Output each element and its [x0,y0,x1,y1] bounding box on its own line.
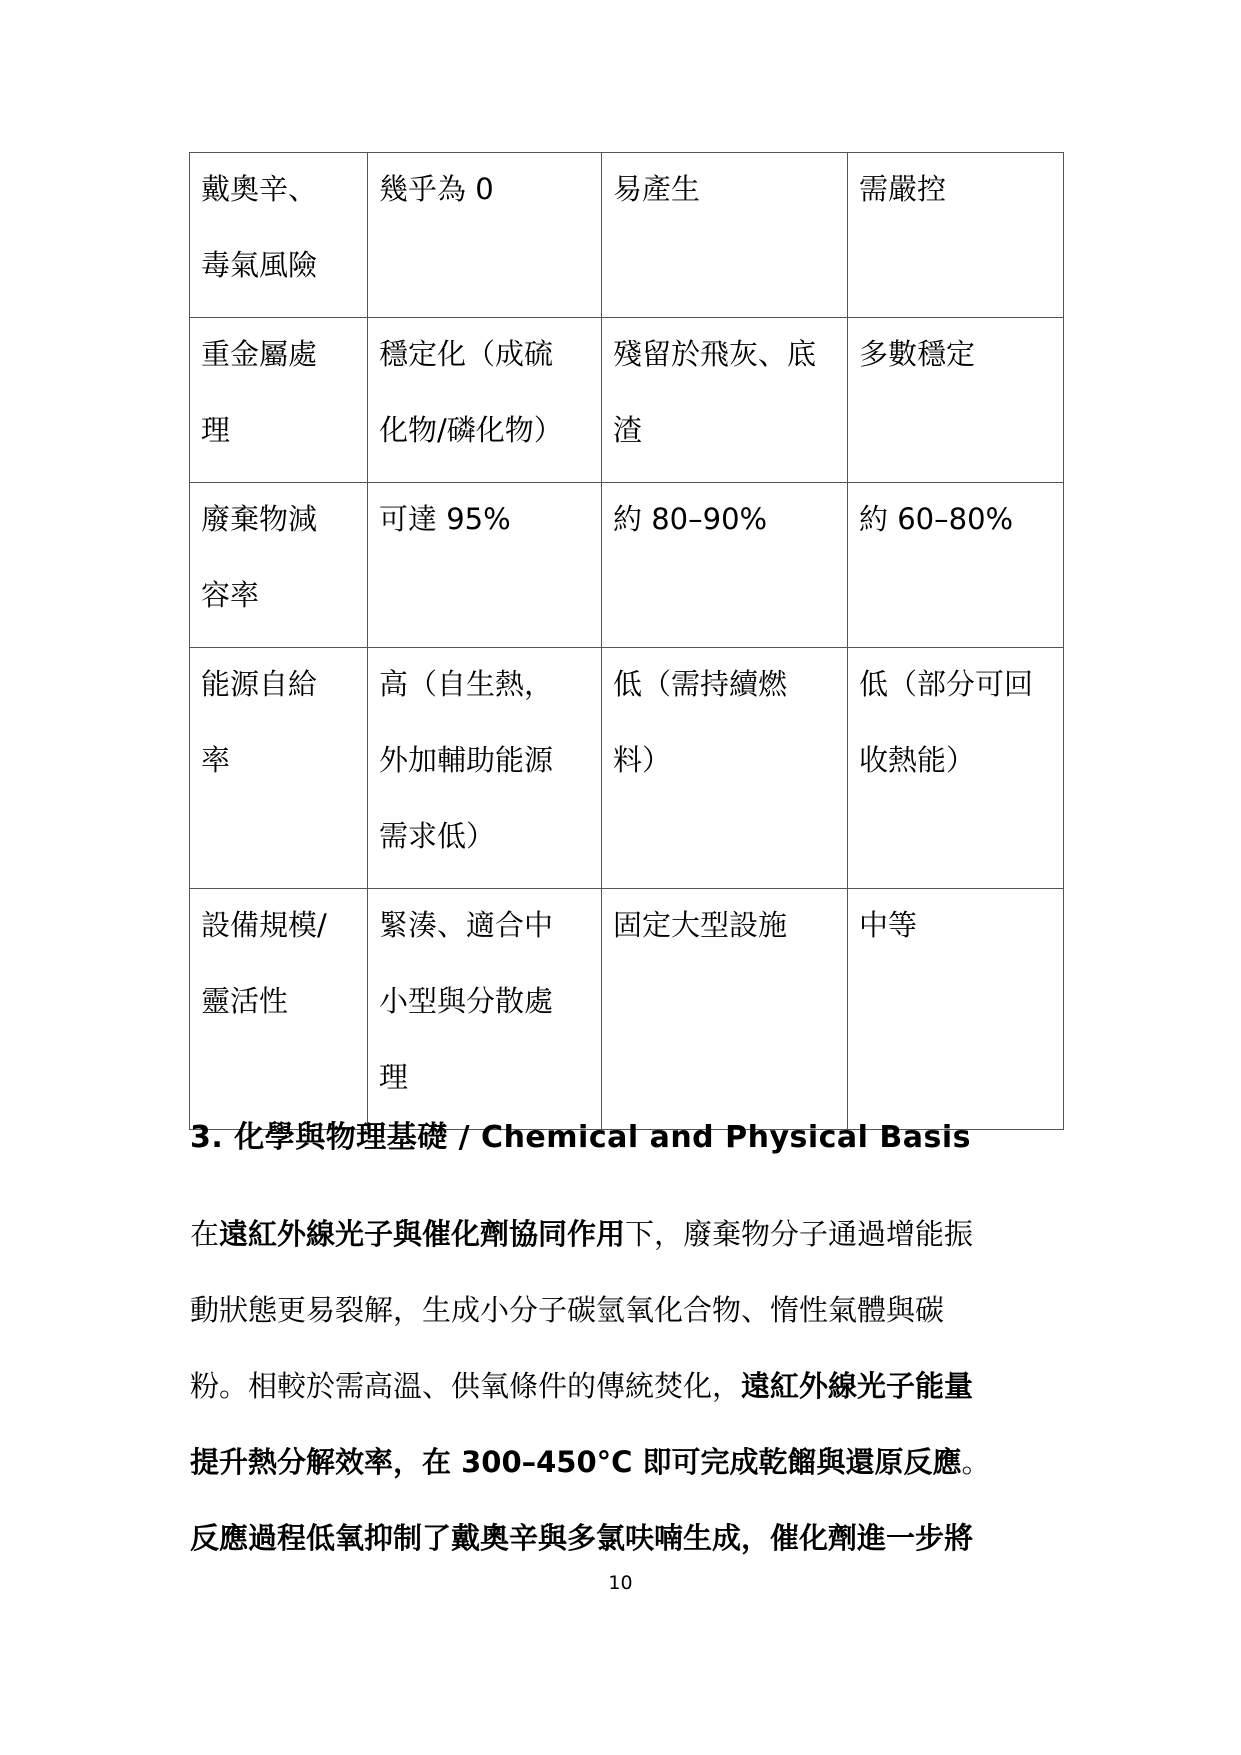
text: 下，廢棄物分子通過增能振 [625,1217,974,1251]
cell-line: 能源自給 [201,667,318,701]
cell-line: 外加輔助能源 [379,743,554,777]
table-cell [848,483,1064,648]
cell-line: 約 80–90% [613,502,768,536]
cell-line: 中等 [859,908,918,942]
cell-line: 重金屬處 [201,337,318,371]
table-cell [368,153,602,318]
table-cell [368,648,602,889]
cell-line: 容率 [201,578,260,612]
cell-line: 殘留於飛灰、底 [613,337,817,371]
table-row [190,153,1064,318]
cell-line: 穩定化（成硫 [379,337,554,371]
cell-line: 料） [613,743,672,777]
text: 。 [961,1445,991,1479]
paragraph-line [190,1272,1050,1348]
table-cell [602,648,848,889]
cell-line: 低（需持續燃 [613,667,788,701]
row-label-cell [190,648,368,889]
cell-line: 率 [201,743,231,777]
table-row [190,648,1064,889]
paragraph-line [190,1500,1050,1576]
table-cell [848,889,1064,1130]
text: 在 [190,1217,220,1251]
paragraph-line [190,1348,1050,1424]
table-cell [848,648,1064,889]
cell-line: 易產生 [613,172,701,206]
cell-line: 毒氣風險 [201,248,318,282]
body-paragraph [190,1196,1050,1576]
bold-text: 提升熱分解效率，在 300–450°C 即可完成乾餾與還原反應 [190,1445,962,1479]
table-row [190,318,1064,483]
comparison-table [189,152,1064,1130]
row-label-cell [190,483,368,648]
cell-line: 靈活性 [201,984,289,1018]
page-number: 10 [608,1572,633,1594]
cell-line: 緊湊、適合中 [379,908,554,942]
bold-text: 反應過程低氧抑制了戴奧辛與多氯呋喃生成，催化劑進一步將 [190,1521,974,1555]
table-cell [602,483,848,648]
bold-text: 遠紅外線光子與催化劑協同作用 [219,1217,626,1251]
cell-line: 需嚴控 [859,172,947,206]
paragraph-line [190,1196,1050,1272]
section-heading: 3. 化學與物理基礎 / Chemical and Physical Basis [190,1120,972,1155]
row-label-cell [190,153,368,318]
cell-line: 約 60–80% [859,502,1014,536]
cell-line: 廢棄物減 [201,502,318,536]
table-row [190,483,1064,648]
cell-line: 幾乎為 0 [379,172,494,206]
cell-line: 低（部分可回 [859,667,1034,701]
cell-line: 收熱能） [859,743,976,777]
paragraph-line [190,1424,1050,1500]
cell-line: 小型與分散處 [379,984,554,1018]
cell-line: 戴奧辛、 [201,172,318,206]
table-cell [848,153,1064,318]
table-cell [848,318,1064,483]
cell-line: 化物/磷化物） [379,413,563,447]
row-label-cell [190,889,368,1130]
cell-line: 理 [201,413,231,447]
cell-line: 需求低） [379,819,496,853]
table-row [190,889,1064,1130]
cell-line: 高（自生熱， [379,667,554,701]
bold-text: 遠紅外線光子能量 [741,1369,974,1403]
cell-line: 多數穩定 [859,337,976,371]
cell-line: 可達 95% [379,502,511,536]
cell-line: 渣 [613,413,643,447]
cell-line: 理 [379,1060,409,1094]
row-label-cell [190,318,368,483]
table-cell [602,889,848,1130]
cell-line: 設備規模/ [201,908,327,942]
table-cell [368,318,602,483]
table-cell [602,153,848,318]
table-cell [602,318,848,483]
table-cell [368,483,602,648]
text: 動狀態更易裂解，生成小分子碳氫氧化合物、惰性氣體與碳 [190,1293,945,1327]
table-cell [368,889,602,1130]
cell-line: 固定大型設施 [613,908,788,942]
text: 粉。相較於需高溫、供氧條件的傳統焚化， [190,1369,742,1403]
